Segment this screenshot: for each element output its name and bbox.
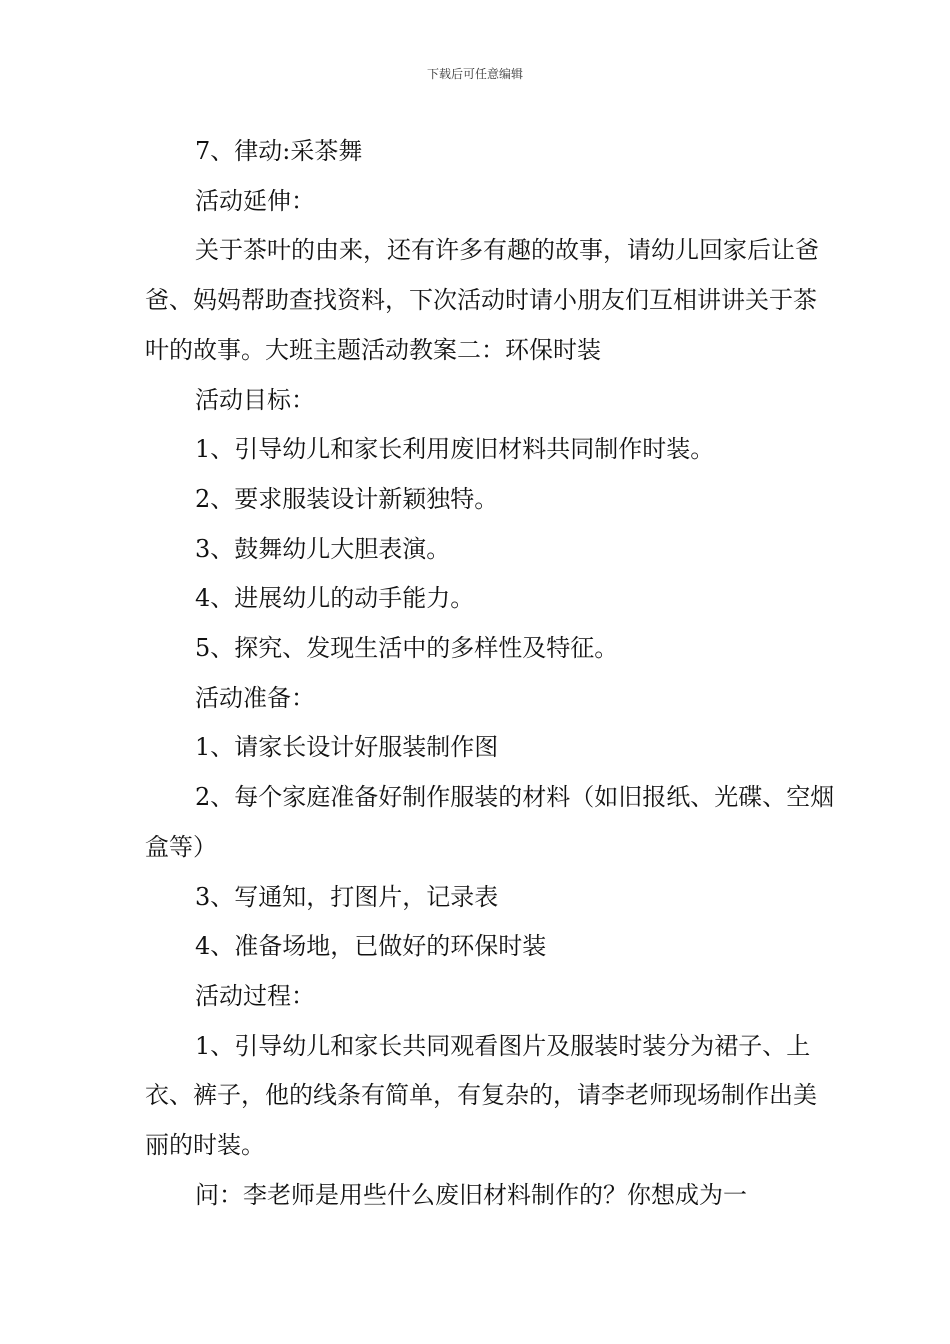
heading-activity-process: 活动过程：	[195, 981, 315, 1010]
goal-item-2: 2、要求服装设计新颖独特。	[195, 484, 499, 513]
document-body	[145, 127, 835, 1220]
prep-item-1: 1、请家长设计好服装制作图	[195, 733, 499, 762]
paragraph-activity-7: 7、律动:采茶舞	[195, 137, 363, 165]
goal-item-5: 5、探究、发现生活中的多样性及特征。	[195, 634, 619, 663]
heading-activity-extension: 活动延伸：	[195, 186, 315, 215]
process-item-1: 1、引导幼儿和家长共同观看图片及服装时装分为裙子、上衣、裤子，他的线条有简单，有复杂的，请李老师现场制作出美丽的时装。	[145, 1031, 817, 1160]
goal-item-4: 4、进展幼儿的动手能力。	[195, 584, 475, 613]
goal-item-3: 3、鼓舞幼儿大胆表演。	[195, 534, 451, 563]
heading-activity-preparation: 活动准备：	[195, 683, 315, 712]
goal-item-1: 1、引导幼儿和家长利用废旧材料共同制作时装。	[195, 435, 715, 464]
heading-activity-goals: 活动目标：	[195, 385, 315, 414]
process-question: 问：李老师是用些什么废旧材料制作的？你想成为一	[195, 1180, 747, 1209]
prep-item-4: 4、准备场地，已做好的环保时装	[195, 932, 547, 961]
paragraph-tea-story: 关于茶叶的由来，还有许多有趣的故事，请幼儿回家后让爸爸、妈妈帮助查找资料，下次活动时请小朋友们互相讲讲关于茶叶的故事。大班主题活动教案二：环保时装	[145, 236, 819, 364]
prep-item-3: 3、写通知，打图片，记录表	[195, 882, 499, 911]
page-header: 下载后可任意编辑	[426, 67, 523, 81]
prep-item-2: 2、每个家庭准备好制作服装的材料（如旧报纸、光碟、空烟盒等）	[145, 783, 835, 861]
